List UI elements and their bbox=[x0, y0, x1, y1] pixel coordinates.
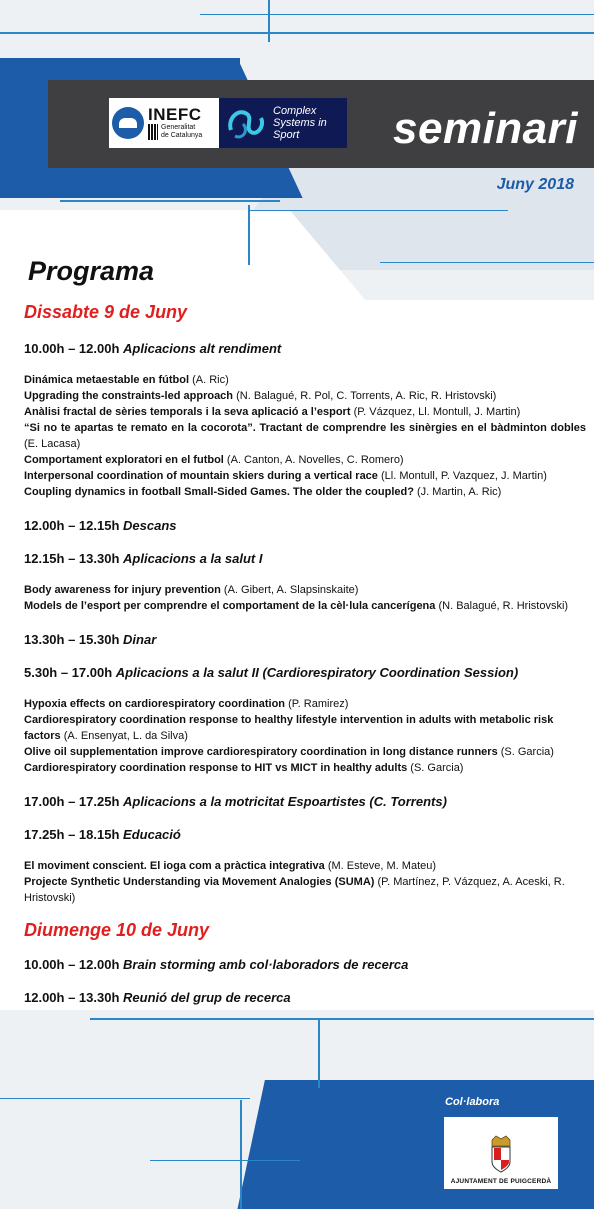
slot-title: Reunió del grup de recerca bbox=[123, 990, 291, 1005]
day-heading: Diumenge 10 de Juny bbox=[24, 920, 210, 940]
talk-list bbox=[24, 372, 586, 500]
slot-time: 10.00h – 12.00h bbox=[24, 341, 120, 356]
inefc-mark-icon bbox=[112, 107, 144, 139]
talk-authors: (S. Garcia) bbox=[500, 746, 554, 758]
sponsor-logo bbox=[444, 1117, 558, 1189]
talk-title: Anàlisi fractal de sèries temporals i la seva aplicació a l’esport bbox=[24, 406, 351, 418]
slot-time: 13.30h – 15.30h bbox=[24, 632, 120, 647]
talk-item bbox=[24, 404, 586, 420]
talk-title: Upgrading the constraints-led approach bbox=[24, 390, 234, 402]
talk-authors: (J. Martin, A. Ric) bbox=[417, 486, 502, 498]
schedule-slot bbox=[24, 990, 586, 1005]
talk-authors: (N. Balagué, R. Hristovski) bbox=[438, 600, 569, 612]
talk-authors: (A. Gibert, A. Slapsinskaite) bbox=[223, 584, 359, 596]
slot-title: Aplicacions alt rendiment bbox=[123, 341, 282, 356]
talk-title: Dinámica metaestable en fútbol bbox=[24, 374, 190, 386]
css-line2: Systems in bbox=[273, 117, 327, 129]
talk-title: El moviment conscient. El ioga com a pràctica integrativa bbox=[24, 860, 325, 872]
talk-item bbox=[24, 598, 586, 614]
slot-title: Dinar bbox=[123, 632, 157, 647]
talk-title: “Si no te apartas te remato en la cocorota”. Tractant de comprendre les sinèrgies en el bàdminton dobles bbox=[24, 422, 586, 434]
talk-authors: (Ll. Montull, P. Vazquez, J. Martin) bbox=[380, 470, 547, 482]
slot-title: Descans bbox=[123, 518, 177, 533]
header-logos bbox=[109, 98, 347, 148]
inefc-name: INEFC bbox=[148, 105, 202, 124]
talk-list bbox=[24, 696, 586, 776]
schedule-slot bbox=[24, 551, 586, 566]
slot-time: 12.15h – 13.30h bbox=[24, 551, 120, 566]
program-heading: Programa bbox=[28, 256, 155, 286]
talk-title: Olive oil supplementation improve cardiorespiratory coordination in long distance runners bbox=[24, 746, 498, 758]
talk-authors: (A. Canton, A. Novelles, C. Romero) bbox=[226, 454, 404, 466]
slot-title: Aplicacions a la motricitat Espoartistes (C. Torrents) bbox=[123, 794, 447, 809]
coat-of-arms-icon bbox=[488, 1134, 514, 1174]
talk-authors: (A. Ensenyat, L. da Silva) bbox=[63, 730, 188, 742]
talk-title: Projecte Synthetic Understanding via Movement Analogies (SUMA) bbox=[24, 876, 375, 888]
talk-list bbox=[24, 582, 586, 614]
schedule-slot bbox=[24, 632, 586, 647]
complex-systems-logo bbox=[219, 98, 347, 148]
talk-title: Interpersonal coordination of mountain skiers during a vertical race bbox=[24, 470, 378, 482]
css-line3: Sport bbox=[273, 129, 300, 141]
talk-item bbox=[24, 582, 586, 598]
talk-item bbox=[24, 468, 586, 484]
talk-item bbox=[24, 712, 586, 744]
css-line1: Complex bbox=[273, 105, 317, 117]
talk-title: Models de l’esport per comprendre el comportament de la cèl·lula cancerígena bbox=[24, 600, 436, 612]
talk-item bbox=[24, 874, 586, 906]
slot-time: 17.25h – 18.15h bbox=[24, 827, 120, 842]
talk-item bbox=[24, 452, 586, 468]
day-heading: Dissabte 9 de Juny bbox=[24, 302, 188, 322]
talk-title: Coupling dynamics in football Small-Sided Games. The older the coupled? bbox=[24, 486, 414, 498]
talk-item bbox=[24, 858, 586, 874]
complex-systems-icon bbox=[223, 100, 269, 146]
slot-title: Aplicacions a la salut II (Cardiorespiratory Coordination Session) bbox=[115, 665, 519, 680]
talk-authors: (P. Ramirez) bbox=[288, 698, 349, 710]
inefc-sub1: Generalitat bbox=[161, 124, 196, 131]
talk-authors: (N. Balagué, R. Pol, C. Torrents, A. Ric, R. Hristovski) bbox=[236, 390, 497, 402]
slot-time: 12.00h – 12.15h bbox=[24, 518, 120, 533]
schedule-slot bbox=[24, 665, 586, 680]
talk-title: Comportament exploratori en el futbol bbox=[24, 454, 224, 466]
talk-authors: (A. Ric) bbox=[192, 374, 229, 386]
sponsor-name: AJUNTAMENT DE PUIGCERDÀ bbox=[450, 1178, 552, 1185]
talk-authors: (E. Lacasa) bbox=[24, 438, 81, 450]
inefc-sub2: de Catalunya bbox=[161, 132, 203, 139]
talk-item bbox=[24, 420, 586, 452]
schedule-slot bbox=[24, 518, 586, 533]
talk-item bbox=[24, 760, 586, 776]
schedule-slot bbox=[24, 827, 586, 842]
slot-time: 5.30h – 17.00h bbox=[24, 665, 113, 680]
talk-authors: (M. Esteve, M. Mateu) bbox=[327, 860, 437, 872]
talk-authors: (P. Vázquez, Ll. Montull, J. Martin) bbox=[353, 406, 521, 418]
talk-title: Body awareness for injury prevention bbox=[24, 584, 221, 596]
slot-title: Educació bbox=[123, 827, 181, 842]
inefc-logo bbox=[109, 98, 219, 148]
talk-title: Cardiorespiratory coordination response to healthy lifestyle intervention in adults with metabolic risk factors bbox=[24, 714, 554, 742]
slot-time: 12.00h – 13.30h bbox=[24, 990, 120, 1005]
talk-item bbox=[24, 372, 586, 388]
slot-title: Aplicacions a la salut I bbox=[123, 551, 263, 566]
talk-item bbox=[24, 744, 586, 760]
generalitat-icon bbox=[148, 124, 158, 140]
slot-time: 17.00h – 17.25h bbox=[24, 794, 120, 809]
talk-list bbox=[24, 858, 586, 906]
talk-item bbox=[24, 388, 586, 404]
slot-time: 10.00h – 12.00h bbox=[24, 957, 120, 972]
schedule-slot bbox=[24, 794, 586, 809]
collaborates-label: Col·labora bbox=[445, 1096, 500, 1108]
program-content bbox=[24, 300, 586, 1005]
talk-title: Hypoxia effects on cardiorespiratory coordination bbox=[24, 698, 286, 710]
talk-authors: (S. Garcia) bbox=[410, 762, 464, 774]
talk-item bbox=[24, 696, 586, 712]
talk-authors: (P. Martínez, P. Vázquez, A. Aceski, R. Hristovski) bbox=[24, 876, 565, 904]
schedule-slot bbox=[24, 957, 586, 972]
page-title: seminari bbox=[393, 104, 578, 153]
slot-title: Brain storming amb col·laboradors de recerca bbox=[123, 957, 409, 972]
talk-title: Cardiorespiratory coordination response to HIT vs MICT in healthy adults bbox=[24, 762, 408, 774]
schedule-slot bbox=[24, 341, 586, 356]
talk-item bbox=[24, 484, 586, 500]
seminar-date: Juny 2018 bbox=[496, 176, 574, 193]
